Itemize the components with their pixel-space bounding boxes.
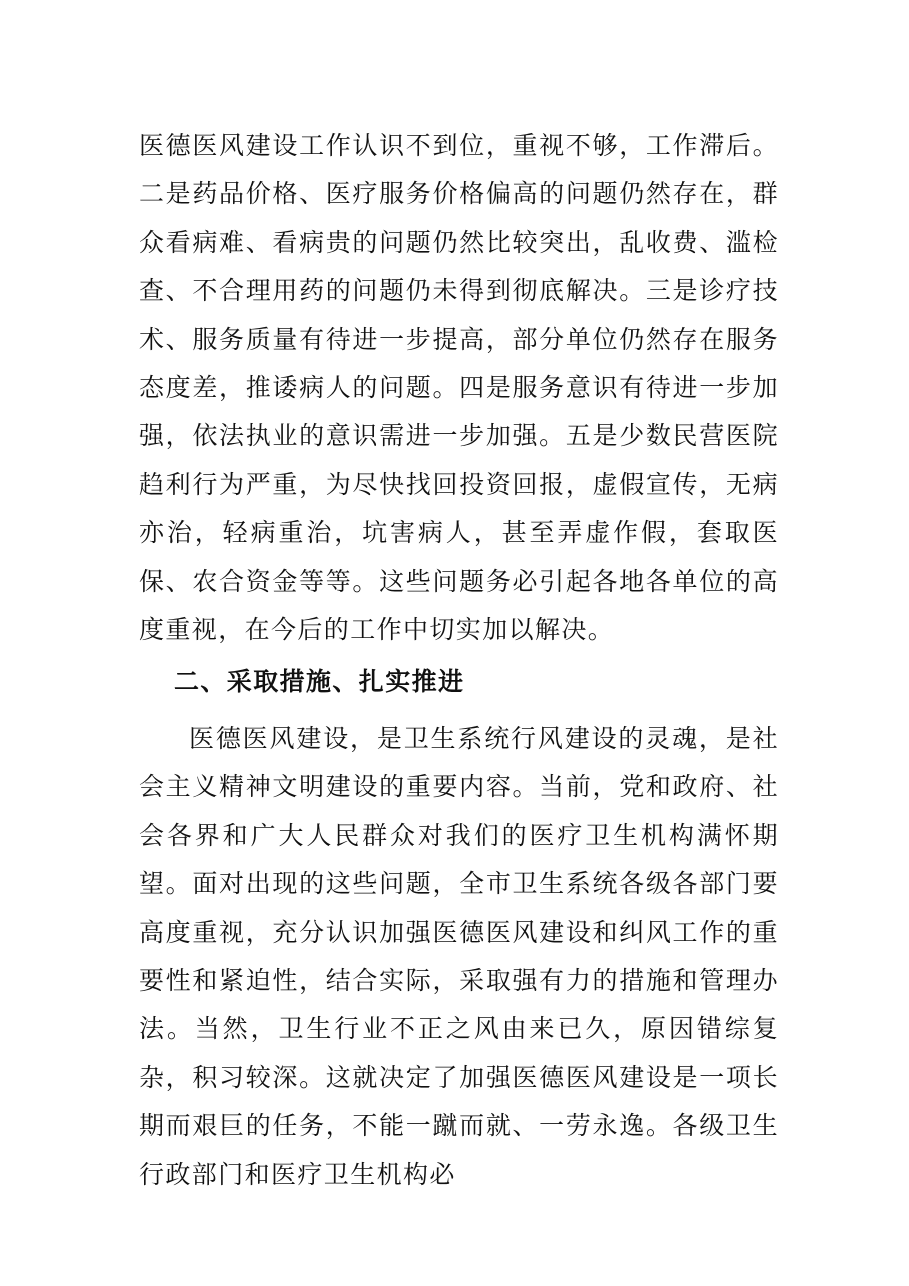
body-paragraph-section: 医德医风建设，是卫生系统行风建设的灵魂，是社会主义精神文明建设的重要内容。当前，党和政府、社会各界和广大人民群众对我们的医疗卫生机构满怀期望。面对出现的这些问题，全市卫生系统各级各部门要高度重视，充分认识加强医德医风建设和纠风工作的重要性和紧迫性，结合实际，采取强有力的措施和管理办法。当然，卫生行业不正之风由来已久，原因错综复杂，积习较深。这就决定了加强医德医风建设是一项长期而艰巨的任务，不能一蹴而就、一劳永逸。各级卫生行政部门和医疗卫生机构必 xyxy=(139,724,779,1189)
section-heading: 二、采取措施、扎实推进 xyxy=(174,667,465,696)
body-paragraph-continued: 医德医风建设工作认识不到位，重视不够，工作滞后。二是药品价格、医疗服务价格偏高的问题仍然存在，群众看病难、看病贵的问题仍然比较突出，乱收费、滥检查、不合理用药的问题仍未得到彻底解决。三是诊疗技术、服务质量有待进一步提高，部分单位仍然存在服务态度差，推诿病人的问题。四是服务意识有待进一步加强，依法执业的意识需进一步加强。五是少数民营医院趋利行为严重，为尽快找回投资回报，虚假宣传，无病亦治，轻病重治，坑害病人，甚至弄虚作假，套取医保、农合资金等等。这些问题务必引起各地各单位的高度重视，在今后的工作中切实加以解决。 xyxy=(139,131,779,645)
